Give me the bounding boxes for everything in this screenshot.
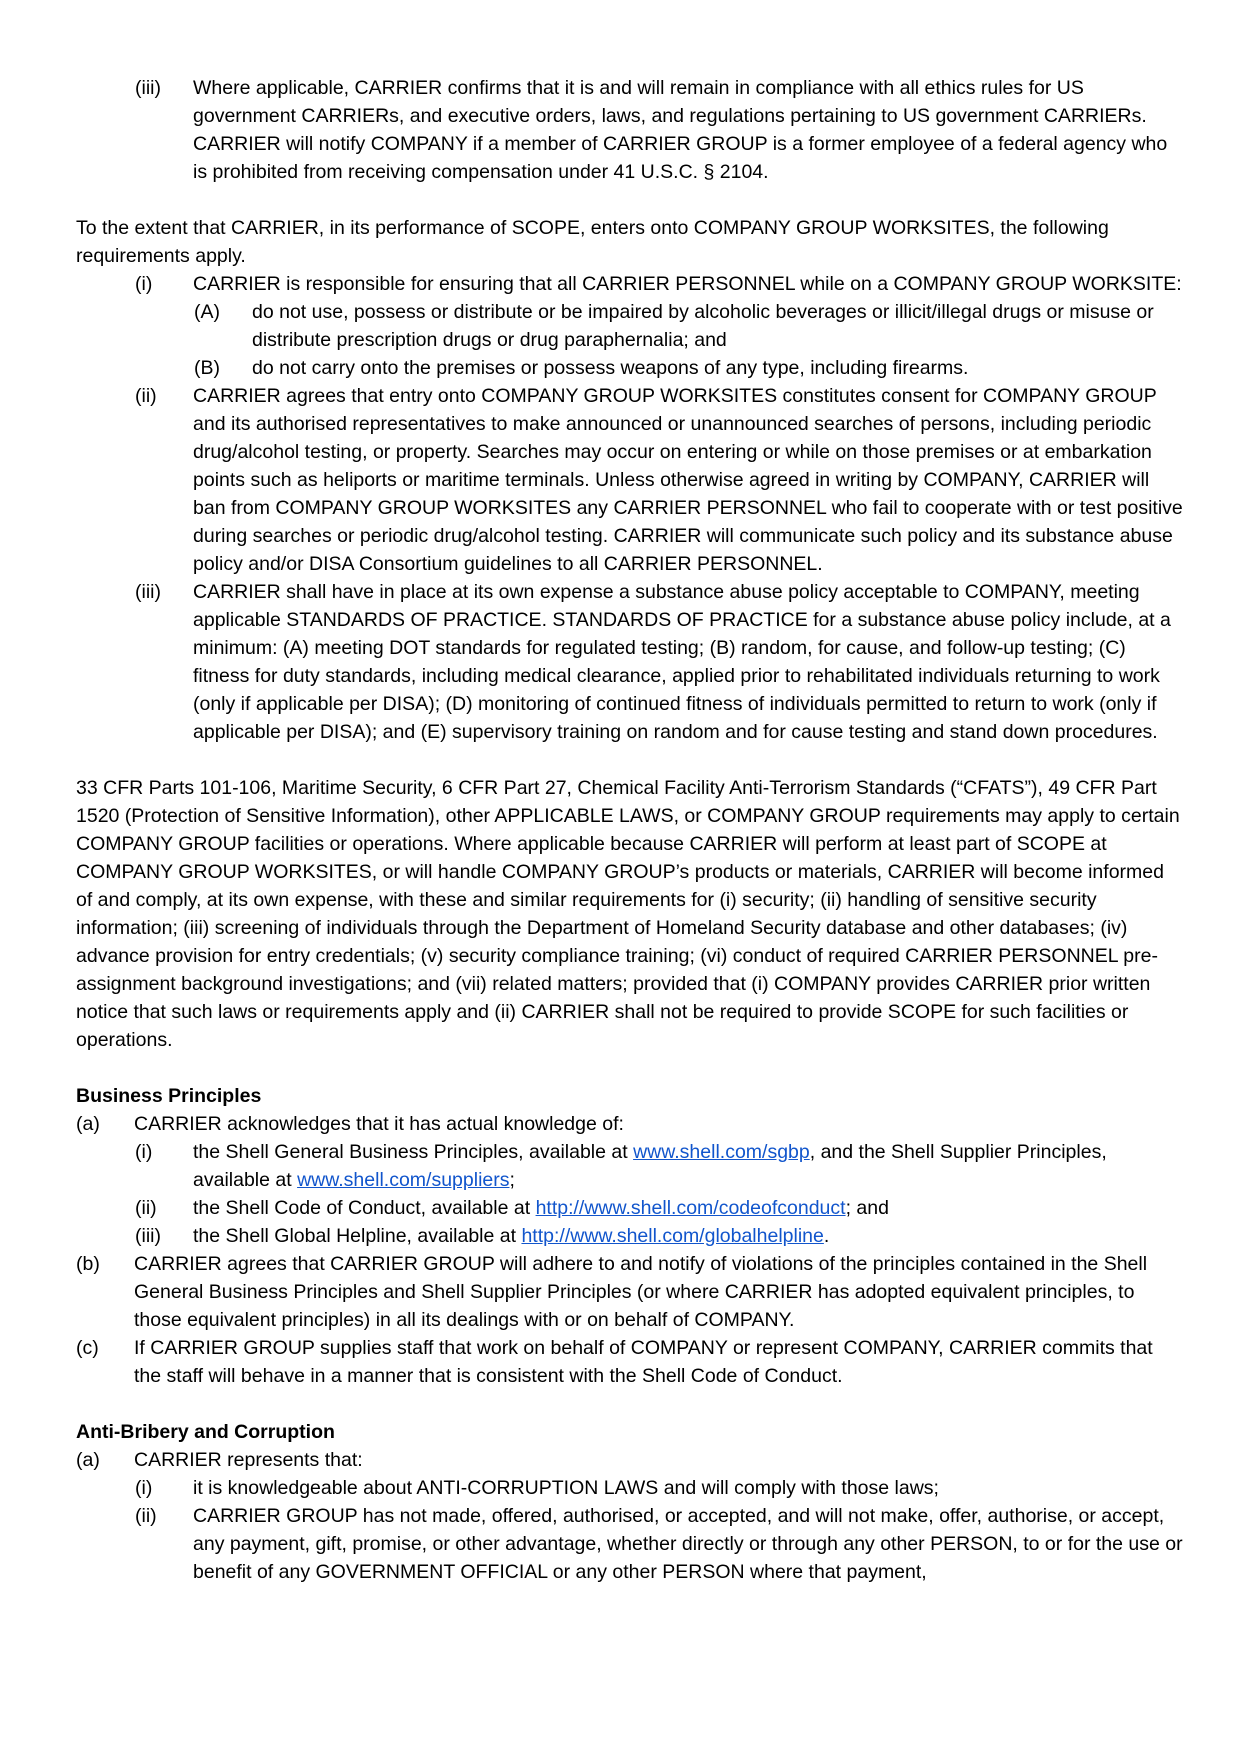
sgbp-link[interactable]: www.shell.com/sgbp bbox=[633, 1141, 810, 1163]
item-text: CARRIER agrees that CARRIER GROUP will adhere to and notify of violations of the principles contained in the Shell General Business Principles and Shell Supplier Principles (or where CARRIER has adopted equivalent principles, to those equivalent principles) in all its dealings with or on behalf of COMPANY. bbox=[134, 1253, 1148, 1331]
item-number: (ii) bbox=[135, 385, 157, 407]
worksites-item-i bbox=[76, 270, 1183, 298]
item-text-pre: the Shell General Business Principles, available at bbox=[193, 1141, 634, 1163]
item-text: CARRIER is responsible for ensuring that all CARRIER PERSONNEL while on a COMPANY GROUP WORKSITE: bbox=[193, 273, 1182, 295]
item-number: (iii) bbox=[135, 581, 161, 603]
item-text-mid: , and the Shell Supplier Principles, available at bbox=[193, 1141, 1107, 1191]
worksites-item-ii bbox=[76, 382, 1183, 578]
item-number: (ii) bbox=[135, 1505, 157, 1527]
item-text: CARRIER GROUP has not made, offered, authorised, or accepted, and will not make, offer, authorise, or accept, any payment, gift, promise, or other advantage, whether directly or through any other PERSON, to or for the use or benefit of any GOVERNMENT OFFICIAL or any other PERSON where that payment, bbox=[193, 1505, 1183, 1583]
item-number: (b) bbox=[76, 1253, 100, 1275]
item-text: do not use, possess or distribute or be impaired by alcoholic beverages or illicit/illegal drugs or misuse or distribute prescription drugs or drug paraphernalia; and bbox=[252, 301, 1154, 351]
business-item-i bbox=[76, 1138, 1183, 1194]
business-principles-heading: Business Principles bbox=[76, 1085, 262, 1107]
item-text-pre: the Shell Code of Conduct, available at bbox=[193, 1197, 536, 1219]
cfr-paragraph: 33 CFR Parts 101-106, Maritime Security, 6 CFR Part 27, Chemical Facility Anti-Terrorism Standards (“CFATS”), 49 CFR Part 1520 (Protection of Sensitive Information), other APPLICABLE LAWS, or COMPANY GROUP requirements may apply to certain COMPANY GROUP facilities or operations. Where applicable because CARRIER will perform at least part of SCOPE at COMPANY GROUP WORKSITES, or will handle COMPANY GROUP’s products or materials, CARRIER will become informed of and comply, at its own expense, with these and similar requirements for (i) security; (ii) handling of sensitive security information; (iii) screening of individuals through the Department of Homeland Security database and other databases; (iv) advance provision for entry credentials; (v) security compliance training; (vi) conduct of required CARRIER PERSONNEL pre-assignment background investigations; and (vii) related matters; provided that (i) COMPANY provides CARRIER prior written notice that such laws or requirements apply and (ii) CARRIER shall not be required to provide SCOPE for such facilities or operations. bbox=[76, 777, 1180, 1051]
worksites-item-iii bbox=[76, 578, 1183, 746]
item-text: CARRIER shall have in place at its own expense a substance abuse policy acceptable to COMPANY, meeting applicable STANDARDS OF PRACTICE. STANDARDS OF PRACTICE for a substance abuse policy include, at a minimum: (A) meeting DOT standards for regulated testing; (B) random, for cause, and follow-up testing; (C) fitness for duty standards, including medical clearance, applied prior to rehabilitated individuals returning to work (only if applicable per DISA); (D) monitoring of continued fitness of individuals permitted to return to work (only if applicable per DISA); and (E) supervisory training on random and for cause testing and stand down procedures. bbox=[193, 581, 1171, 743]
item-number: (i) bbox=[135, 1141, 153, 1163]
suppliers-link[interactable]: www.shell.com/suppliers bbox=[297, 1169, 510, 1191]
item-text: do not carry onto the premises or possess weapons of any type, including firearms. bbox=[252, 357, 969, 379]
item-number: (i) bbox=[135, 1477, 153, 1499]
worksites-intro: To the extent that CARRIER, in its performance of SCOPE, enters onto COMPANY GROUP WORKSITES, the following requirements apply. bbox=[76, 217, 1109, 267]
anti-bribery-heading: Anti-Bribery and Corruption bbox=[76, 1421, 335, 1443]
business-item-a bbox=[76, 1110, 1183, 1138]
antibribery-item-i bbox=[76, 1474, 1183, 1502]
item-text: If CARRIER GROUP supplies staff that work on behalf of COMPANY or represent COMPANY, CARRIER commits that the staff will behave in a manner that is consistent with the Shell Code of Conduct. bbox=[134, 1337, 1153, 1387]
item-text: it is knowledgeable about ANTI-CORRUPTION LAWS and will comply with those laws; bbox=[193, 1477, 939, 1499]
antibribery-item-ii bbox=[76, 1502, 1183, 1586]
item-text: CARRIER represents that: bbox=[134, 1449, 363, 1471]
item-text-post: ; bbox=[509, 1169, 515, 1191]
item-number: (A) bbox=[194, 301, 220, 323]
worksites-item-A bbox=[76, 298, 1183, 354]
list-item-iii bbox=[76, 74, 1183, 186]
antibribery-item-a bbox=[76, 1446, 1183, 1474]
item-text: Where applicable, CARRIER confirms that it is and will remain in compliance with all ethics rules for US government CARRIERs, and executive orders, laws, and regulations pertaining to US government CARRIERs. CARRIER will notify COMPANY if a member of CARRIER GROUP is a former employee of a federal agency who is prohibited from receiving compensation under 41 U.S.C. § 2104. bbox=[193, 77, 1168, 183]
item-number: (a) bbox=[76, 1449, 100, 1471]
codeofconduct-link[interactable]: http://www.shell.com/codeofconduct bbox=[535, 1197, 846, 1219]
item-number: (ii) bbox=[135, 1197, 157, 1219]
item-text-post: . bbox=[823, 1225, 830, 1247]
business-item-b bbox=[76, 1250, 1183, 1334]
item-text-pre: the Shell Global Helpline, available at bbox=[193, 1225, 522, 1247]
item-number: (B) bbox=[194, 357, 220, 379]
business-item-c bbox=[76, 1334, 1183, 1390]
item-number: (a) bbox=[76, 1113, 100, 1135]
item-number: (iii) bbox=[135, 77, 161, 99]
item-number: (i) bbox=[135, 273, 153, 295]
item-text: CARRIER acknowledges that it has actual knowledge of: bbox=[134, 1113, 624, 1135]
business-item-ii bbox=[76, 1194, 1183, 1222]
worksites-item-B bbox=[76, 354, 1183, 382]
globalhelpline-link[interactable]: http://www.shell.com/globalhelpline bbox=[521, 1225, 824, 1247]
business-item-iii bbox=[76, 1222, 1183, 1250]
item-text-post: ; and bbox=[845, 1197, 889, 1219]
item-text: CARRIER agrees that entry onto COMPANY GROUP WORKSITES constitutes consent for COMPANY GROUP and its authorised representatives to make announced or unannounced searches of persons, including periodic drug/alcohol testing, or property. Searches may occur on entering or while on those premises or at embarkation points such as heliports or maritime terminals. Unless otherwise agreed in writing by COMPANY, CARRIER will ban from COMPANY GROUP WORKSITES any CARRIER PERSONNEL who fail to cooperate with or test positive during searches or periodic drug/alcohol testing. CARRIER will communicate such policy and its substance abuse policy and/or DISA Consortium guidelines to all CARRIER PERSONNEL. bbox=[193, 385, 1183, 575]
item-number: (c) bbox=[76, 1337, 99, 1359]
item-number: (iii) bbox=[135, 1225, 161, 1247]
